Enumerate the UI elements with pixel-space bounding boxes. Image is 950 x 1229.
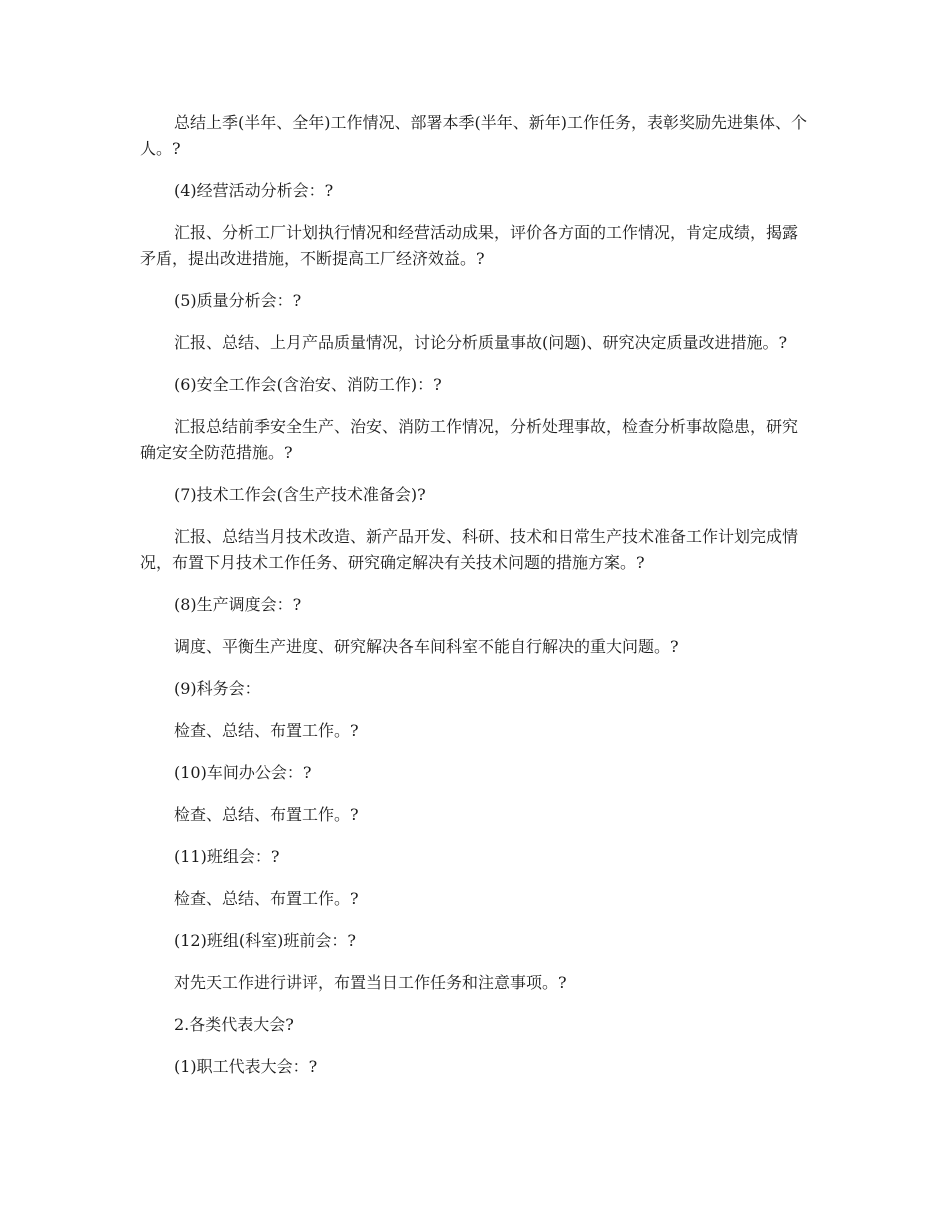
paragraph-technical: 汇报、总结当月技术改造、新产品开发、科研、技术和日常生产技术准备工作计划完成情况，布置下月技术工作任务、研究确定解决有关技术问题的措施方案。? xyxy=(140,527,799,572)
heading-pre-shift-meeting: (12)班组(科室)班前会：? xyxy=(174,931,356,950)
paragraph-workshop-meeting: 检查、总结、布置工作。? xyxy=(174,805,359,824)
heading-team-meeting: (11)班组会：? xyxy=(174,847,280,866)
heading-safety-meeting: (6)安全工作会(含治安、消防工作)：? xyxy=(174,375,442,394)
heading-production-scheduling-meeting: (8)生产调度会：? xyxy=(174,595,302,614)
heading-representative-congress: 2.各类代表大会? xyxy=(174,1015,294,1034)
heading-quality-analysis-meeting: (5)质量分析会：? xyxy=(174,291,302,310)
paragraph-safety: 汇报总结前季安全生产、治安、消防工作情况，分析处理事故，检查分析事故隐患，研究确定安全防范措施。? xyxy=(140,417,799,462)
paragraph-team-meeting: 检查、总结、布置工作。? xyxy=(174,889,359,908)
heading-workers-congress: (1)职工代表大会：? xyxy=(174,1057,318,1076)
heading-technical-meeting: (7)技术工作会(含生产技术准备会)? xyxy=(174,485,426,504)
paragraph-quality-analysis: 汇报、总结、上月产品质量情况，讨论分析质量事故(问题)、研究决定质量改进措施。? xyxy=(174,333,788,352)
heading-workshop-meeting: (10)车间办公会：? xyxy=(174,763,312,782)
paragraph-summary-meeting: 总结上季(半年、全年)工作情况、部署本季(半年、新年)工作任务，表彰奖励先进集体、个人。? xyxy=(140,113,807,158)
paragraph-business-analysis: 汇报、分析工厂计划执行情况和经营活动成果，评价各方面的工作情况，肯定成绩，揭露矛盾，提出改进措施，不断提高工厂经济效益。? xyxy=(140,223,799,268)
paragraph-production-scheduling: 调度、平衡生产进度、研究解决各车间科室不能自行解决的重大问题。? xyxy=(174,637,679,656)
heading-section-meeting: (9)科务会： xyxy=(174,679,261,698)
document-page xyxy=(140,110,810,1080)
paragraph-pre-shift-meeting: 对先天工作进行讲评，布置当日工作任务和注意事项。? xyxy=(174,973,567,992)
heading-business-analysis-meeting: (4)经营活动分析会：? xyxy=(174,181,334,200)
paragraph-section-meeting: 检查、总结、布置工作。? xyxy=(174,721,359,740)
